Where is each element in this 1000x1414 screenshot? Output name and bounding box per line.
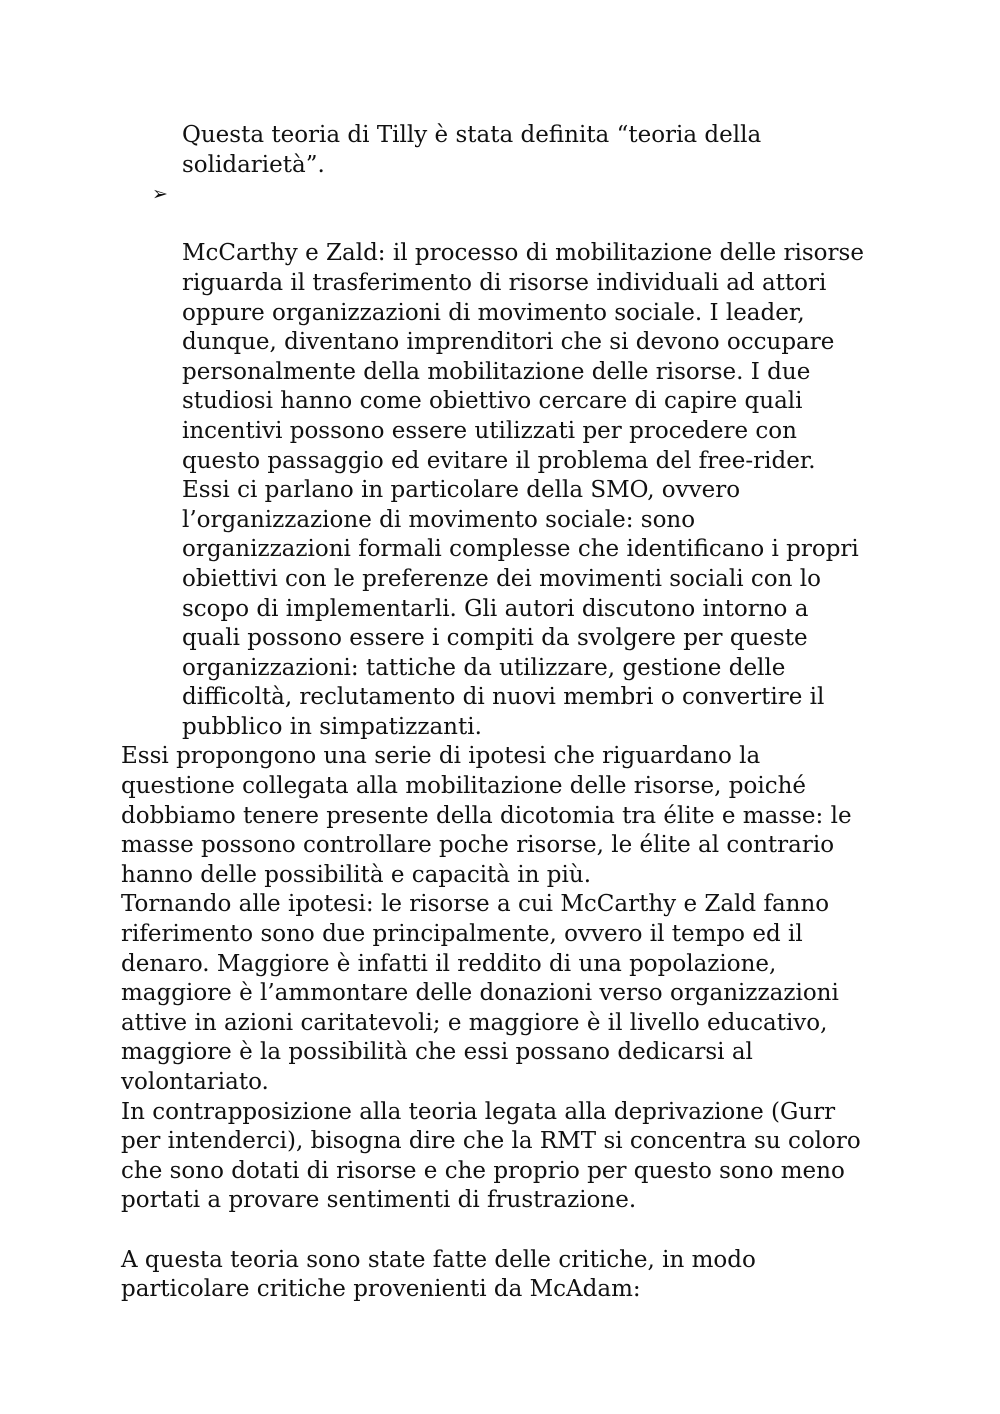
document-body [121, 121, 891, 1305]
paragraph-criticism: A questa teoria sono state fatte delle critiche, in modo particolare critiche provenienti da McAdam: [121, 1246, 756, 1303]
list-item-mccarthy-zald [152, 180, 891, 742]
bullet-text: McCarthy e Zald: il processo di mobilitazione delle risorse riguarda il trasferimento di risorse individuali ad attori oppure organizzazioni di movimento sociale. I leader, dunque, diventano imprenditori che si devono occupare personalmente della mobilitazione delle risorse. I due studiosi hanno come obiettivo cercare di capire quali incentivi possono essere utilizzati per procedere con questo passaggio ed evitare il problema del free-rider. Essi ci parlano in particolare della SMO, ovvero l’organizzazione di movimento sociale: sono organizzazioni formali complesse che identificano i propri obiettivi con le preferenze dei movimenti sociali con lo scopo di implementarli. Gli autori discutono intorno a quali possono essere i compiti da svolgere per queste organizzazioni: tattiche da utilizzare, gestione delle difficoltà, reclutamento di nuovi membri o convertire il pubblico in simpatizzanti. [182, 240, 864, 740]
paragraph-resources: Tornando alle ipotesi: le risorse a cui McCarthy e Zald fanno riferimento sono due principalmente, ovvero il tempo ed il denaro. Maggiore è infatti il reddito di una popolazione, maggiore è l’ammontare delle donazioni verso organizzazioni attive in azioni caritatevoli; e maggiore è il livello educativo, maggiore è la possibilità che essi possano dedicarsi al volontariato. [121, 891, 839, 1095]
continuation-text: Questa teoria di Tilly è stata definita “teoria della solidarietà”. [182, 122, 762, 178]
paragraph-hypotheses: Essi propongono una serie di ipotesi che riguardano la questione collegata alla mobilitazione delle risorse, poiché dobbiamo tenere presente della dicotomia tra élite e masse: le masse possono controllare poche risorse, le élite al contrario hanno delle possibilità e capacità in più. [121, 743, 852, 888]
paragraph-spacer [121, 1216, 891, 1246]
paragraph-deprivation: In contrapposizione alla teoria legata alla deprivazione (Gurr per intenderci), bisogna dire che la RMT si concentra su coloro che sono dotati di risorse e che proprio per questo sono meno portati a provare sentimenti di frustrazione. [121, 1098, 861, 1214]
arrow-bullet-icon: ➢ [152, 183, 168, 206]
